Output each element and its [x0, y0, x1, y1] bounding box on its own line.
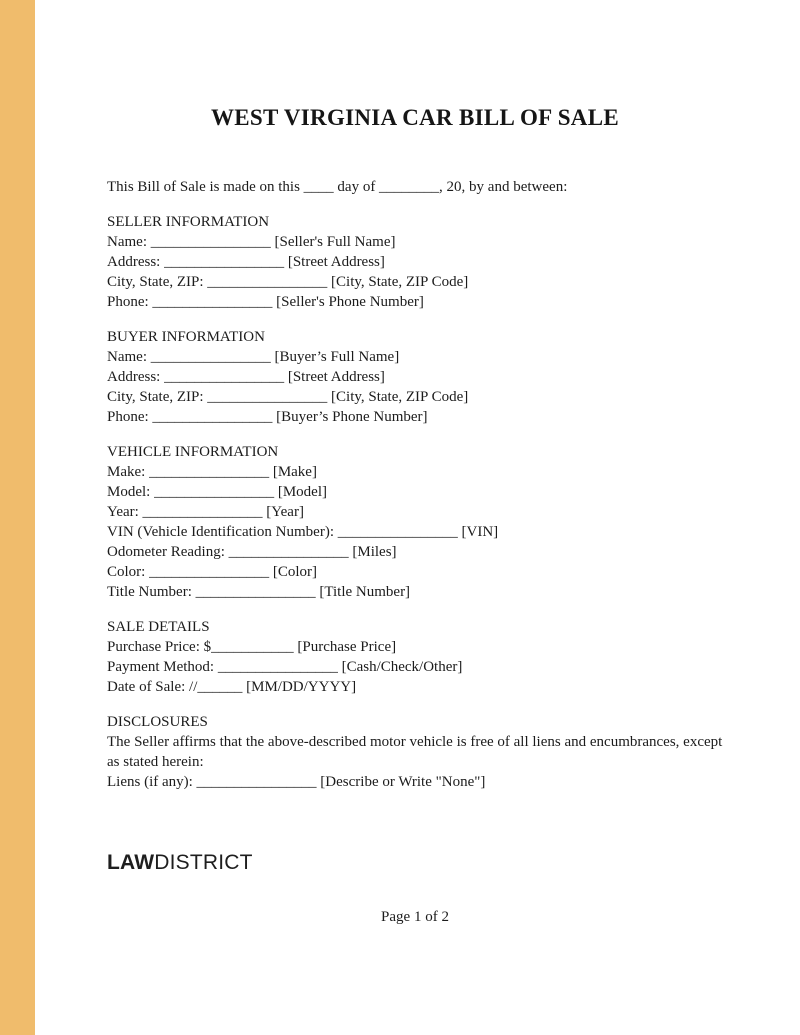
form-line-vehicle-odometer: Odometer Reading: ________________ [Miles] [107, 544, 397, 560]
page-number: Page 1 of 2 [381, 909, 449, 925]
section-buyer-information [107, 327, 723, 427]
section-seller-information [107, 212, 723, 312]
section-heading: DISCLOSURES [107, 714, 208, 730]
section-heading: SALE DETAILS [107, 619, 210, 635]
page-title: WEST VIRGINIA CAR BILL OF SALE [210, 105, 619, 130]
form-line-vehicle-color: Color: ________________ [Color] [107, 564, 317, 580]
form-line-date-of-sale: Date of Sale: //______ [MM/DD/YYYY] [107, 679, 357, 695]
form-line-buyer-name: Name: ________________ [Buyer’s Full Name] [107, 349, 400, 365]
section-heading: BUYER INFORMATION [107, 329, 265, 345]
form-line-vehicle-make: Make: ________________ [Make] [107, 464, 317, 480]
section-vehicle-information [107, 442, 723, 602]
form-line-vehicle-vin: VIN (Vehicle Identification Number): ________________ [VIN] [107, 524, 499, 540]
form-line-seller-address: Address: ________________ [Street Address] [107, 254, 385, 270]
logo-law-text: LAW [107, 851, 155, 874]
section-heading: VEHICLE INFORMATION [107, 444, 279, 460]
form-line-liens: Liens (if any): ________________ [Describe or Write "None"] [107, 774, 486, 790]
intro-line: This Bill of Sale is made on this ____ day of ________, 20, by and between: [107, 179, 568, 195]
form-line-vehicle-title-number: Title Number: ________________ [Title Number] [107, 584, 411, 600]
form-line-vehicle-year: Year: ________________ [Year] [107, 504, 304, 520]
form-line-purchase-price: Purchase Price: $___________ [Purchase Price] [107, 639, 397, 655]
form-line-payment-method: Payment Method: ________________ [Cash/Check/Other] [107, 659, 463, 675]
form-line-buyer-phone: Phone: ________________ [Buyer’s Phone Number] [107, 409, 428, 425]
section-sale-details [107, 617, 723, 697]
section-heading: SELLER INFORMATION [107, 214, 270, 230]
lawdistrict-logo [107, 852, 723, 873]
form-line-seller-phone: Phone: ________________ [Seller's Phone Number] [107, 294, 424, 310]
form-line-buyer-city-state-zip: City, State, ZIP: ________________ [City, State, ZIP Code] [107, 389, 469, 405]
section-disclosures [107, 712, 723, 792]
form-line-buyer-address: Address: ________________ [Street Address] [107, 369, 385, 385]
left-accent-stripe [0, 0, 35, 1035]
form-line-seller-city-state-zip: City, State, ZIP: ________________ [City, State, ZIP Code] [107, 274, 469, 290]
document-content [107, 0, 723, 927]
form-line-seller-name: Name: ________________ [Seller's Full Name] [107, 234, 396, 250]
form-line-vehicle-model: Model: ________________ [Model] [107, 484, 327, 500]
logo-district-text: DISTRICT [154, 851, 253, 874]
disclosure-paragraph: The Seller affirms that the above-described motor vehicle is free of all liens and encumbrances, except as stated herein: [107, 734, 723, 770]
